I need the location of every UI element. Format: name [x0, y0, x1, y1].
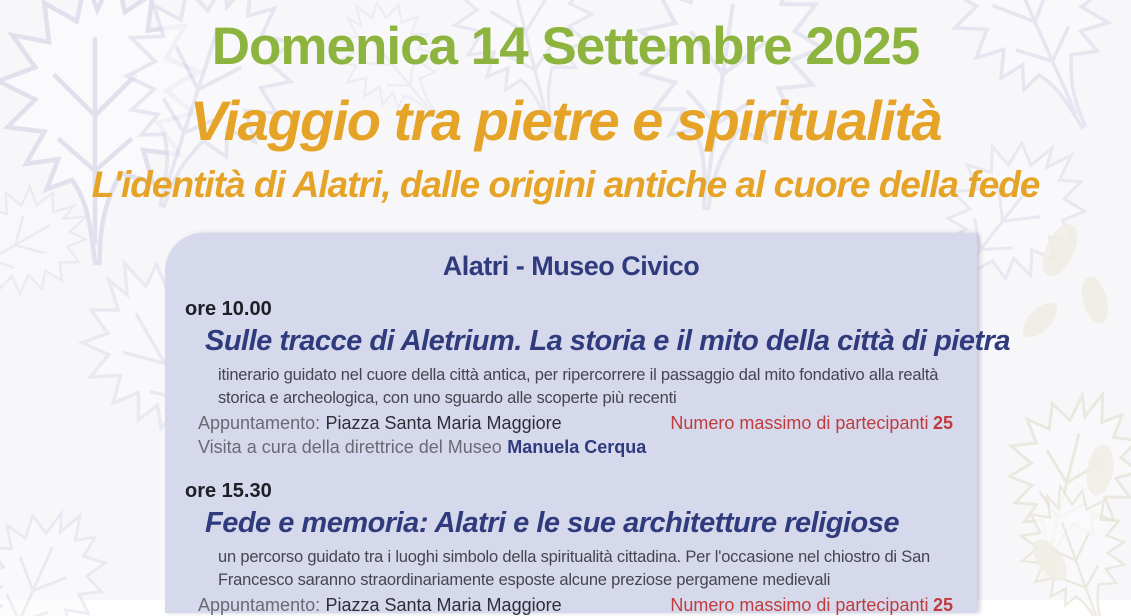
poster-subtitle: L'identità di Alatri, dalle origini antiche al cuore della fede	[91, 164, 1040, 205]
max-participants-value: 25	[932, 595, 953, 615]
event-title: Fede e memoria: Alatri e le sue architetture religiose	[205, 507, 899, 539]
date-title: Domenica 14 Settembre 2025	[211, 17, 920, 76]
meeting-label: Appuntamento:	[198, 413, 321, 433]
meeting-place: Piazza Santa Maria Maggiore	[325, 413, 562, 433]
max-participants	[670, 412, 953, 434]
max-participants-value: 25	[932, 413, 953, 433]
meeting-point	[198, 594, 562, 616]
max-participants	[670, 594, 953, 616]
guide-name: Manuela Cerqua	[507, 437, 647, 457]
meeting-point	[198, 412, 562, 434]
max-participants-label: Numero massimo di partecipanti	[670, 595, 929, 615]
main-title: Viaggio tra pietre e spiritualità	[189, 89, 942, 152]
meeting-place: Piazza Santa Maria Maggiore	[325, 595, 562, 615]
location-header: Alatri - Museo Civico	[442, 251, 700, 281]
meeting-label: Appuntamento:	[198, 595, 321, 615]
event-time: ore 10.00	[185, 298, 272, 320]
max-participants-label: Numero massimo di partecipanti	[670, 413, 929, 433]
program-box	[165, 233, 1011, 615]
guide-line	[198, 436, 977, 458]
event-meta-row	[198, 412, 953, 434]
event-time: ore 15.30	[185, 480, 272, 502]
event-title: Sulle tracce di Aletrium. La storia e il mito della città di pietra	[205, 325, 1011, 357]
event-item-morning	[165, 298, 1011, 458]
guide-label: Visita a cura della direttrice del Museo	[198, 437, 502, 457]
event-description: un percorso guidato tra i luoghi simbolo della spiritualità cittadina. Per l'occasione nel chiostro di San Francesco saranno straordinariamente esposte alcune preziose pergamene medievali	[218, 548, 931, 589]
event-meta-row	[198, 594, 953, 616]
event-description: itinerario guidato nel cuore della città antica, per ripercorrere il passaggio dal mito fondativo alla realtà storica e archeologica, con uno sguardo alle scoperte più recenti	[218, 366, 939, 407]
event-item-afternoon	[165, 480, 977, 616]
